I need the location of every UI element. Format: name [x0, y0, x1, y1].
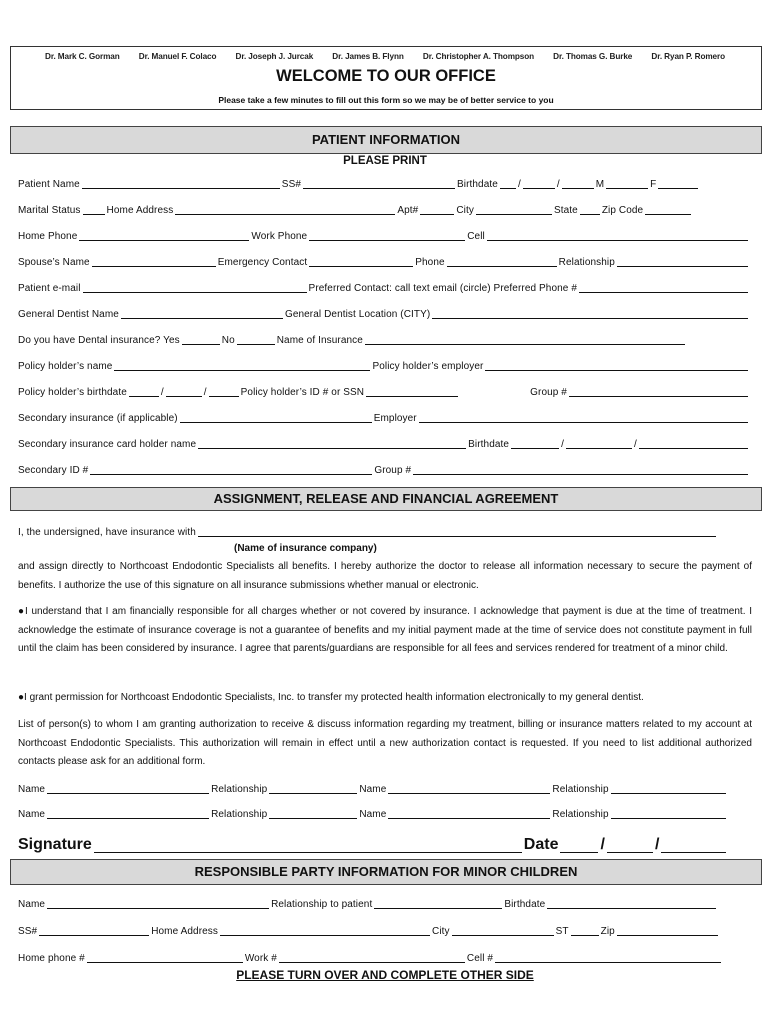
field-apt[interactable]	[420, 204, 454, 215]
label-zip-code: Zip Code	[601, 205, 644, 216]
row-spouse	[18, 254, 750, 268]
label-patient-name: Patient Name	[18, 179, 80, 190]
doctor-name: Dr. Ryan P. Romero	[651, 52, 725, 61]
label-preferred-contact: Preferred Contact: call text email (circle) Preferred Phone #	[308, 283, 577, 294]
label-birthdate: Birthdate	[468, 439, 510, 450]
label-employer: Employer	[373, 413, 417, 424]
row-authorized-contact-1	[18, 781, 728, 795]
field-ss[interactable]	[303, 178, 455, 189]
field-date-year[interactable]	[661, 836, 726, 853]
label-marital-status: Marital Status	[18, 205, 81, 216]
row-phones	[18, 228, 750, 242]
label-name: Name	[18, 809, 46, 820]
field-insurance-company[interactable]	[198, 526, 716, 537]
label-patient-email: Patient e-mail	[18, 283, 81, 294]
label-spouses-name: Spouse’s Name	[18, 257, 90, 268]
field-gd-name[interactable]	[121, 308, 283, 319]
field-phone[interactable]	[447, 256, 557, 267]
field-spouses-name[interactable]	[92, 256, 216, 267]
field-work-phone[interactable]	[309, 230, 465, 241]
field-group[interactable]	[569, 386, 748, 397]
authorization-paragraph: List of person(s) to whom I am granting authorization to receive & discuss information regarding my treatment, billing or insurance matters related to my account at Northcoast Endodontic Specialists. This authorization will remain in effect until a new authorization contact is requested. If you need to list additional authorized contacts please ask for an additional form.	[18, 719, 752, 767]
label-phone: Phone	[415, 257, 445, 268]
label-ss: SS#	[281, 179, 301, 190]
field-f[interactable]	[658, 178, 698, 189]
doctor-name: Dr. Joseph J. Jurcak	[235, 52, 314, 61]
slash: /	[633, 439, 637, 450]
label-ph-employer: Policy holder’s employer	[372, 361, 484, 372]
insurance-company-caption: (Name of insurance company)	[234, 543, 377, 554]
field-contact-relationship[interactable]	[269, 808, 357, 819]
label-group: Group #	[374, 465, 412, 476]
field-ph-employer[interactable]	[485, 360, 748, 371]
field-date-day[interactable]	[607, 836, 653, 853]
label-gd-name: General Dentist Name	[18, 309, 119, 320]
field-state[interactable]	[580, 204, 600, 215]
label-zip: Zip	[600, 926, 615, 937]
label-home-address: Home Address	[151, 926, 218, 937]
field-relationship-to-patient[interactable]	[374, 898, 502, 909]
field-relationship[interactable]	[617, 256, 748, 267]
field-home-address[interactable]	[175, 204, 395, 215]
label-relationship: Relationship	[552, 809, 609, 820]
row-responsible-name	[18, 896, 718, 910]
field-name-of-insurance[interactable]	[365, 334, 685, 345]
row-patient-name	[18, 176, 750, 190]
label-relationship: Relationship	[211, 784, 268, 795]
page-subtitle: Please take a few minutes to fill out this form so we may be of better service to you	[218, 95, 554, 105]
doctor-name: Dr. Christopher A. Thompson	[422, 52, 535, 61]
label-relationship: Relationship	[552, 784, 609, 795]
label-birthdate: Birthdate	[504, 899, 546, 910]
label-home-address: Home Address	[106, 205, 174, 216]
label-m: M	[595, 179, 605, 190]
field-zip-code[interactable]	[645, 204, 691, 215]
label-group: Group #	[530, 387, 567, 398]
slash: /	[203, 387, 207, 398]
row-secondary-id	[18, 462, 750, 476]
field-contact-name[interactable]	[388, 783, 550, 794]
doctor-name: Dr. Thomas G. Burke	[553, 52, 633, 61]
doctor-name: Dr. Mark C. Gorman	[45, 52, 120, 61]
label-birthdate: Birthdate	[457, 179, 498, 190]
slash: /	[556, 179, 560, 190]
field-ph-name[interactable]	[114, 360, 370, 371]
label-relationship: Relationship	[211, 809, 268, 820]
label-name: Name	[18, 899, 46, 910]
label-home-phone: Home phone #	[18, 953, 85, 964]
doctor-name: Dr. Manuel F. Colaco	[138, 52, 217, 61]
field-employer[interactable]	[419, 412, 748, 423]
field-cell[interactable]	[487, 230, 748, 241]
label-state: State	[553, 205, 578, 216]
label-work: Work #	[244, 953, 277, 964]
row-marital	[18, 202, 750, 216]
label-city: City	[432, 926, 450, 937]
field-sec-birth-year[interactable]	[639, 438, 748, 449]
field-secondary-group[interactable]	[413, 464, 748, 475]
label-ss: SS#	[18, 926, 38, 937]
section-heading-patient: PATIENT INFORMATION	[10, 126, 762, 154]
field-contact-relationship[interactable]	[611, 808, 726, 819]
field-ph-id[interactable]	[366, 386, 458, 397]
field-contact-name[interactable]	[388, 808, 550, 819]
field-contact-relationship[interactable]	[611, 783, 726, 794]
field-city[interactable]	[476, 204, 552, 215]
label-cell: Cell	[467, 231, 485, 242]
label-name-of-insurance: Name of Insurance	[276, 335, 363, 346]
label-work-phone: Work Phone	[251, 231, 308, 242]
field-secondary-insurance[interactable]	[180, 412, 372, 423]
row-insurance-with	[18, 524, 718, 538]
field-signature[interactable]	[94, 836, 522, 853]
assignment-paragraph: and assign directly to Northcoast Endodontic Specialists all benefits. I hereby authorize the doctor to release all information necessary to secure the payment of benefits. I authorize the use of this signature on all insurance submissions whether manual or electronic.	[18, 561, 752, 591]
label-date: Date	[523, 836, 559, 853]
turn-over-notice: PLEASE TURN OVER AND COMPLETE OTHER SIDE	[236, 968, 534, 982]
financial-responsibility-paragraph: ●I understand that I am financially responsible for all charges whether or not covered by insurance. I acknowledge that payment is due at the time of treatment. I acknowledge the estimate of insurance coverage is not a guarantee of benefits and my initial payment made at the time of service does not constitute payment in full until the claim has been considered by insurance. I agree that parents/guardians are responsible for all fees and services rendered for treatment of a minor child.	[18, 606, 752, 654]
field-m[interactable]	[606, 178, 648, 189]
label-ph-birthdate: Policy holder’s birthdate	[18, 387, 127, 398]
please-print-label: PLEASE PRINT	[343, 155, 427, 167]
field-gd-location[interactable]	[432, 308, 748, 319]
field-responsible-city[interactable]	[452, 925, 554, 936]
field-marital-status[interactable]	[83, 204, 105, 215]
label-dental-insurance: Do you have Dental insurance? Yes	[18, 335, 180, 346]
field-patient-name[interactable]	[82, 178, 280, 189]
doctor-name: Dr. James B. Flynn	[332, 52, 404, 61]
label-secondary-id: Secondary ID #	[18, 465, 89, 476]
field-insurance-no[interactable]	[237, 334, 275, 345]
section-heading-minor: RESPONSIBLE PARTY INFORMATION FOR MINOR CHILDREN	[10, 859, 762, 885]
signature-row	[18, 832, 728, 854]
field-responsible-home-phone[interactable]	[87, 952, 243, 963]
field-birth-month[interactable]	[500, 178, 516, 189]
row-authorized-contact-2	[18, 806, 728, 820]
field-responsible-zip[interactable]	[617, 925, 718, 936]
row-responsible-phones	[18, 950, 723, 964]
label-apt: Apt#	[397, 205, 419, 216]
field-responsible-birthdate[interactable]	[547, 898, 716, 909]
row-email	[18, 280, 750, 294]
row-policy-holder	[18, 358, 750, 372]
field-responsible-ss[interactable]	[39, 925, 149, 936]
row-dental-insurance	[18, 332, 750, 346]
label-name: Name	[18, 784, 46, 795]
field-secondary-id[interactable]	[90, 464, 372, 475]
field-patient-email[interactable]	[83, 282, 307, 293]
field-home-phone[interactable]	[79, 230, 249, 241]
field-emergency-contact[interactable]	[309, 256, 413, 267]
label-sec-card-holder: Secondary insurance card holder name	[18, 439, 197, 450]
slash: /	[160, 387, 164, 398]
field-sec-birth-month[interactable]	[511, 438, 559, 449]
label-no: No	[221, 335, 235, 346]
label-home-phone: Home Phone	[18, 231, 78, 242]
field-responsible-state[interactable]	[571, 925, 599, 936]
field-birth-year[interactable]	[562, 178, 594, 189]
doctor-list	[11, 52, 761, 61]
field-contact-name[interactable]	[47, 783, 209, 794]
label-name: Name	[359, 784, 387, 795]
office-header	[10, 46, 762, 110]
row-general-dentist	[18, 306, 750, 320]
slash: /	[561, 439, 564, 450]
row-secondary-insurance	[18, 410, 750, 424]
field-responsible-address[interactable]	[220, 925, 430, 936]
field-contact-relationship[interactable]	[269, 783, 357, 794]
row-responsible-address	[18, 923, 720, 937]
label-city: City	[456, 205, 474, 216]
field-sec-card-holder[interactable]	[198, 438, 466, 449]
field-birth-day[interactable]	[523, 178, 555, 189]
label-cell: Cell #	[466, 953, 494, 964]
field-responsible-work-phone[interactable]	[279, 952, 465, 963]
label-ph-id: Policy holder’s ID # or SSN	[240, 387, 365, 398]
label-name: Name	[359, 809, 387, 820]
label-relationship-to-patient: Relationship to patient	[271, 899, 373, 910]
field-insurance-yes[interactable]	[182, 334, 220, 345]
hipaa-permission-paragraph: ●I grant permission for Northcoast Endodontic Specialists, Inc. to transfer my protected health information electronically to my general dentist.	[18, 692, 644, 703]
page-title: WELCOME TO OUR OFFICE	[276, 67, 496, 85]
field-sec-birth-day[interactable]	[566, 438, 632, 449]
label-f: F	[650, 179, 657, 190]
field-contact-name[interactable]	[47, 808, 209, 819]
label-emergency-contact: Emergency Contact	[217, 257, 308, 268]
field-preferred-phone[interactable]	[579, 282, 748, 293]
field-ph-birth-month[interactable]	[129, 386, 159, 397]
slash: /	[654, 836, 660, 853]
label-st: ST	[555, 926, 569, 937]
field-ph-birth-day[interactable]	[166, 386, 202, 397]
field-responsible-cell[interactable]	[495, 952, 721, 963]
label-insurance-with: I, the undersigned, have insurance with	[18, 527, 196, 538]
field-responsible-name[interactable]	[47, 898, 269, 909]
label-secondary-insurance: Secondary insurance (if applicable)	[18, 413, 178, 424]
field-ph-birth-year[interactable]	[209, 386, 239, 397]
label-gd-location: General Dentist Location (CITY)	[284, 309, 431, 320]
label-ph-name: Policy holder’s name	[18, 361, 113, 372]
label-relationship: Relationship	[558, 257, 615, 268]
field-date-month[interactable]	[560, 836, 598, 853]
slash: /	[600, 836, 605, 853]
slash: /	[517, 179, 521, 190]
row-secondary-card-holder	[18, 436, 750, 450]
row-policy-holder-birthdate	[18, 384, 750, 398]
section-heading-assignment: ASSIGNMENT, RELEASE AND FINANCIAL AGREEMENT	[10, 487, 762, 511]
label-signature: Signature	[18, 836, 92, 853]
